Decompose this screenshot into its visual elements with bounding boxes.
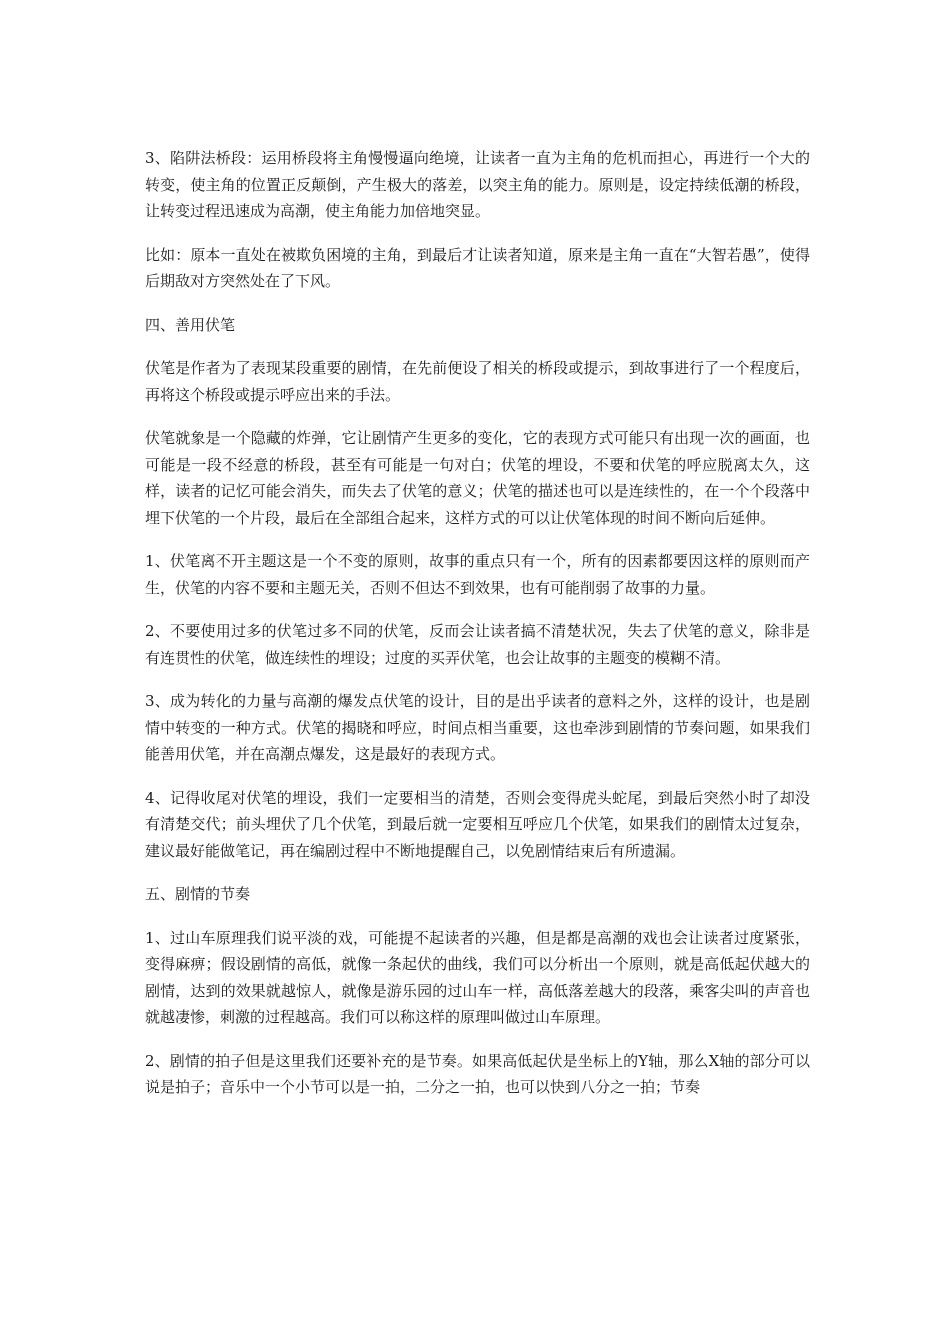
paragraph-rule-3: 3、成为转化的力量与高潮的爆发点伏笔的设计，目的是出乎读者的意料之外，这样的设计，也是剧情中转变的一种方式。伏笔的揭晓和呼应，时间点相当重要，这也牵涉到剧情的节奏问题，如果我们能善用伏笔，并在高潮点爆发，这是最好的表现方式。 <box>145 692 810 763</box>
document-page <box>145 145 810 1118</box>
paragraph-rule-4: 4、记得收尾对伏笔的埋设，我们一定要相当的清楚，否则会变得虎头蛇尾，到最后突然小时了却没有清楚交代；前头埋伏了几个伏笔，到最后就一定要相互呼应几个伏笔，如果我们的剧情太过复杂，建议最好能做笔记，再在编剧过程中不断地提醒自己，以免剧情结束后有所遗漏。 <box>145 788 810 860</box>
paragraph-example: 比如：原本一直处在被欺负困境的主角，到最后才让读者知道，原来是主角一直在“大智若愚”，使得后期敌对方突然处在了下风。 <box>145 245 810 290</box>
paragraph-rollercoaster: 1、过山车原理我们说平淡的戏，可能提不起读者的兴趣，但是都是高潮的戏也会让读者过度紧张，变得麻痹；假设剧情的高低，就像一条起伏的曲线，我们可以分析出一个原则，就是高低起伏越大的剧情，达到的效果就越惊人，就像是游乐园的过山车一样，高低落差越大的段落，乘客尖叫的声音也就越凄惨，刺激的过程越高。我们可以称这样的原理叫做过山车原理。 <box>145 928 810 1026</box>
paragraph-foreshadowing-bomb: 伏笔就象是一个隐藏的炸弹，它让剧情产生更多的变化，它的表现方式可能只有出现一次的画面，也可能是一段不经意的桥段，甚至有可能是一句对白；伏笔的埋设，不要和伏笔的呼应脱离太久，这样，读者的记忆可能会消失，而失去了伏笔的意义；伏笔的描述也可以是连续性的，在一个个段落中埋下伏笔的一个片段，最后在全部组合起来，这样方式的可以让伏笔体现的时间不断向后延伸。 <box>145 429 810 527</box>
paragraph-rule-1: 1、伏笔离不开主题这是一个不变的原则，故事的重点只有一个，所有的因素都要因这样的原则而产生，伏笔的内容不要和主题无关，否则不但达不到效果，也有可能削弱了故事的力量。 <box>145 552 810 597</box>
section-heading-foreshadowing: 四、善用伏笔 <box>145 315 236 334</box>
paragraph-beat: 2、剧情的拍子但是这里我们还要补充的是节奏。如果高低起伏是坐标上的Y轴，那么X轴的部分可以说是拍子；音乐中一个小节可以是一拍，二分之一拍，也可以快到八分之一拍；节奏 <box>145 1051 810 1096</box>
paragraph-foreshadowing-definition: 伏笔是作者为了表现某段重要的剧情，在先前便设了相关的桥段或提示，到故事进行了一个程度后，再将这个桥段或提示呼应出来的手法。 <box>145 359 810 404</box>
paragraph-rule-2: 2、不要使用过多的伏笔过多不同的伏笔，反而会让读者搞不清楚状况，失去了伏笔的意义，除非是有连贯性的伏笔，做连续性的埋设；过度的买弄伏笔，也会让故事的主题变的模糊不清。 <box>145 622 810 667</box>
paragraph-trap-bridge: 3、陷阱法桥段：运用桥段将主角慢慢逼向绝境，让读者一直为主角的危机而担心，再进行一个大的转变，使主角的位置正反颠倒，产生极大的落差，以突主角的能力。原则是，设定持续低潮的桥段，让转变过程迅速成为高潮，使主角能力加倍地突显。 <box>145 149 810 220</box>
section-heading-rhythm: 五、剧情的节奏 <box>145 885 251 903</box>
